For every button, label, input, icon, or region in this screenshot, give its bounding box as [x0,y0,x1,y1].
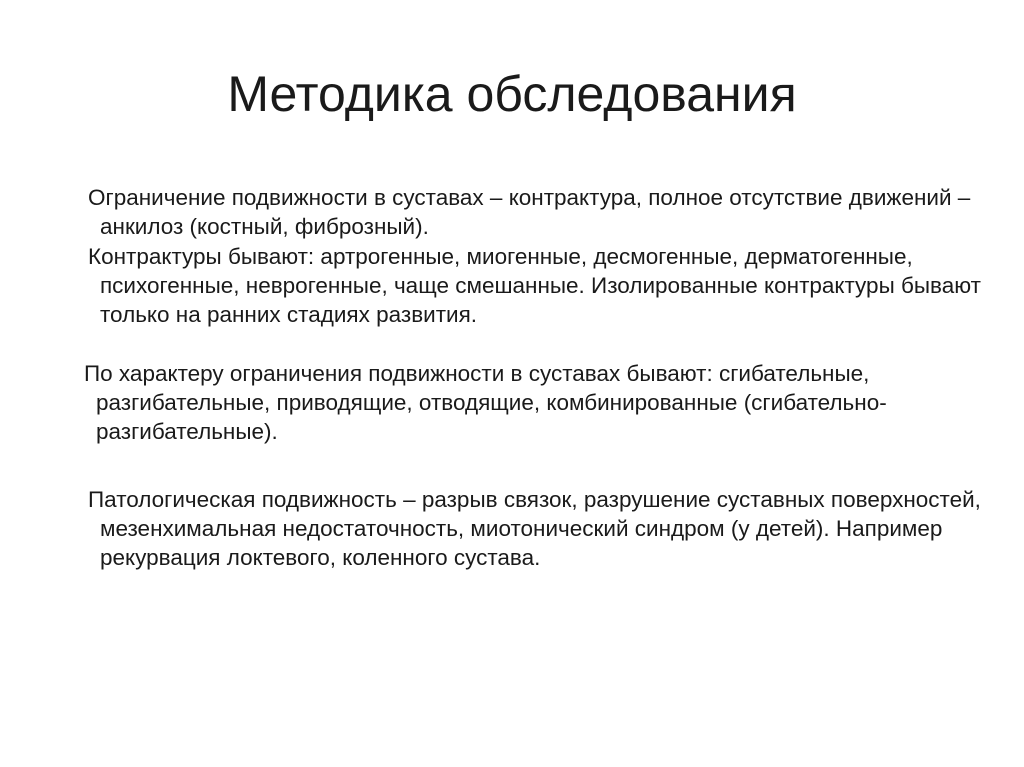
paragraph-restricted-mobility: Ограничение подвижности в суставах – контрактура, полное отсутствие движений – анкилоз (костный, фиброзный). [88,185,971,239]
paragraph-pathological-mobility: Патологическая подвижность – разрыв связок, разрушение суставных поверхностей, мезенхимальная недостаточность, миотонический синдром (у детей). Например рекурвация локтевого, коленного сустава. [88,487,981,570]
paragraph-restriction-character: По характеру ограничения подвижности в суставах бывают: сгибательные, разгибательные, приводящие, отводящие, комбинированные (сгибательно-разгибательные). [84,361,887,444]
paragraph-contracture-types: Контрактуры бывают: артрогенные, миогенные, десмогенные, дерматогенные, психогенные, неврогенные, чаще смешанные. Изолированные контрактуры бывают только на ранних стадиях развития. [88,244,981,327]
slide-title: Методика обследования [227,66,797,122]
